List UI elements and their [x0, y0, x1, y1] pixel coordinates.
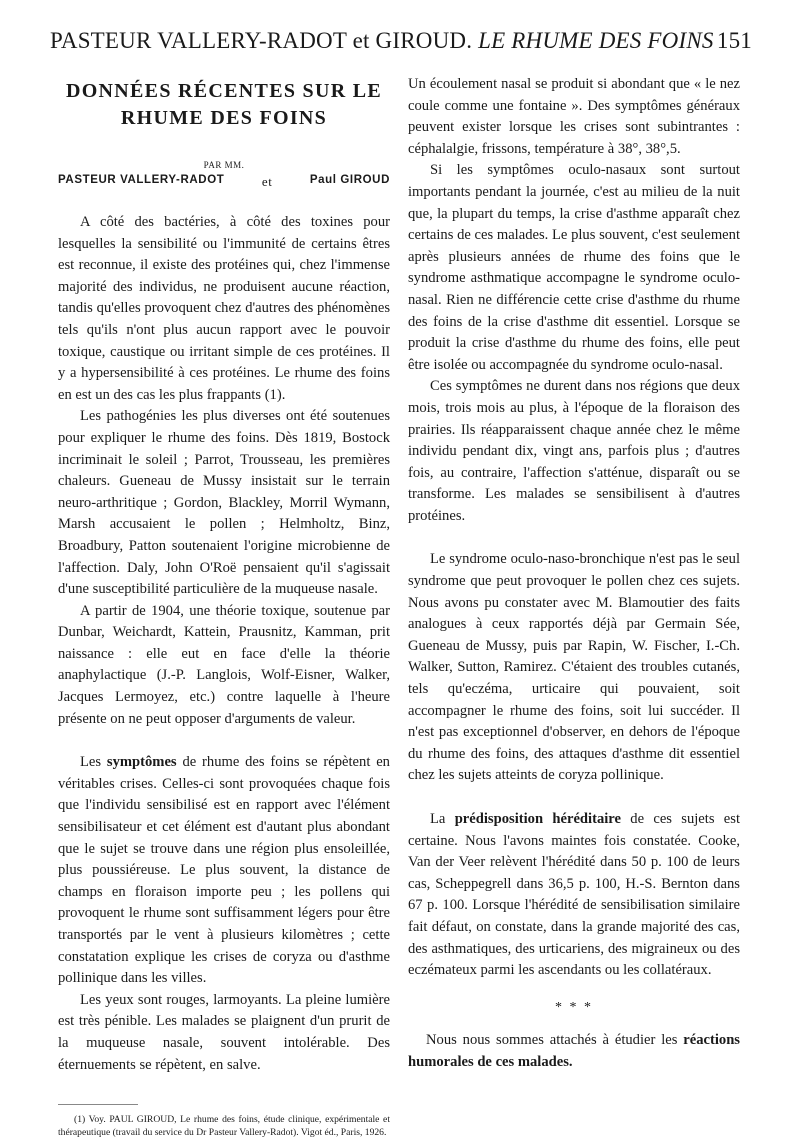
article-title-line2: RHUME DES FOINS: [120, 107, 328, 129]
right-paragraph-6: [408, 1030, 740, 1073]
right-paragraph-5: [408, 809, 740, 982]
byline-par-mm: PAR MM.: [203, 160, 245, 170]
section-gap: [408, 787, 740, 809]
right-paragraph-2: Si les symptômes oculo-nasaux sont surtout importants pendant la journée, c'est au milieu de la nuit que, la plupart du temps, la crise d'asthme apparaît chez certains de ces malades. Le plus souvent, c'est seulement après plusieurs années de rhume des foins que le syndrome asthmatique accompagne le syndrome oculo-nasal. Rien ne différencie cette crise d'asthme du rhume des foins de la crise d'asthme dit essentiel. Lorsque se produit la crise d'asthme du rhume des foins, elle peut être isolée ou accompagnée du syndrome oculo-nasal.: [408, 162, 740, 373]
page-number: 151: [716, 28, 752, 53]
right-column: [408, 74, 740, 1088]
author-1: PASTEUR VALLERY-RADOT: [58, 174, 225, 186]
left-paragraph-1: A côté des bactéries, à côté des toxines pour lesquelles la sensibilité ou l'immunité de certains êtres est reconnue, il existe des protéines qui, chez l'immense majorité des individus, ne produisent aucune réaction, tandis qu'elles provoquent chez d'autres des phénomènes tels qu'ils n'ont plus aucun rapport avec le pouvoir toxique, caustique ou irritant simple de ces protéines. Il y a hypersensibilité à ces protéines. Le rhume des foins en est un des cas les plus frappants (1).: [58, 214, 390, 403]
article-title-line1: DONNÉES RÉCENTES SUR LE: [65, 80, 383, 102]
running-head-title: [50, 28, 714, 54]
keyword-reactions-humorales: réactions humorales de ces malades.: [408, 1032, 740, 1070]
left-column: [58, 74, 390, 1139]
author-conjunction: et: [261, 174, 273, 189]
left-paragraph-4: [58, 752, 390, 990]
footnote: (1) Voy. PAUL GIROUD, Le rhume des foins, étude clinique, expérimentale et thérapeutique (travail du service du Dr Pasteur Vallery-Radot). Vigot éd., Paris, 1926.: [58, 1114, 390, 1139]
running-head-authors: PASTEUR VALLERY-RADOT et GIROUD.: [50, 28, 473, 53]
section-gap: [58, 730, 390, 752]
section-gap: [408, 527, 740, 549]
author-2: Paul GIROUD: [309, 174, 390, 186]
left-paragraph-2: Les pathogénies les plus diverses ont été soutenues pour expliquer le rhume des foins. Dès 1819, Bostock incriminait le soleil ; Parrot, Trousseau, les premières chaleurs. Gueneau de Mussy insistait sur le terrain neuro-arthritique ; Gordon, Blackley, Morril Wymann, Marsh accusaient le pollen ; Helmholtz, Binz, Broadbury, Patton soutenaient l'origine microbienne de l'affection. Daly, John O'Roë pensaient qu'il s'agissait d'une susceptibilité particulière de la muqueuse nasale.: [58, 408, 390, 598]
right-paragraph-4: Le syndrome oculo-naso-bronchique n'est pas le seul syndrome que peut provoquer le pollen chez ces sujets. Nous avons pu constater avec M. Blamoutier des faits analogues à ceux rapportés déjà par Germain Sée, Gueneau de Mussy, puis par Rapin, W. Fischer, I.-Ch. Walker, Sutton, Ramirez. C'étaient des troubles cutanés, tels qu'eczéma, urticaire qui pouvaient, soit accompagner le rhume des foins, soit lui succéder. Il n'est pas exceptionnel d'observer, en dehors de l'époque du rhume des foins, des attaques d'asthme dit essentiel chez les sujets atteints de coryza pollinique.: [408, 551, 740, 784]
keyword-predisposition: prédisposition héréditaire: [454, 811, 621, 827]
right-paragraph-1: Un écoulement nasal se produit si abondant que « le nez coule comme une fontaine ». Des symptômes généraux peuvent exister lorsque les crises sont subintrantes : céphalalgie, frissons, température à 38°, 38°,5.: [408, 76, 740, 157]
footnote-rule: [58, 1104, 138, 1105]
right-paragraph-5-body: de ces sujets est certaine. Nous l'avons maintes fois constatée. Cooke, Van der Veer relèvent l'hérédité dans 50 p. 100 de leurs cas, Scheppegrell dans 36,5 p. 100, H.-S. Bernton dans 67 p. 100. Lorsque l'hérédité de sensibilisation similaire fait défaut, on constate, dans la grande majorité des cas, des asthmatiques, des urticariens, des migraineux ou des eczémateux parmi les ascendants ou les collatéraux.: [408, 811, 740, 979]
section-separator-stars: * * *: [555, 999, 593, 1015]
left-paragraph-3: A partir de 1904, une théorie toxique, soutenue par Dunbar, Weichardt, Kattein, Prausnitz, Kamman, prit naissance : elle eut en face d'elle la théorie anaphylactique (J.-P. Langlois, Wolf-Eisner, Walker, Jacques Lermoyez, etc.) contre laquelle à l'heure présente on ne peut opposer d'arguments de valeur.: [58, 602, 390, 727]
left-paragraph-4-body: de rhume des foins se répètent en véritables crises. Celles-ci sont provoquées chaque fois que l'individu sensibilisé est en rapport avec l'élément sensibilisateur et cet élément est d'autant plus abondant que le sujet se trouve dans une région plus ensoleillée, plus poussiéreuse. Le plus souvent, la distance de champs en floraison importe peu ; les pollens qui provoquent le rhume sont suffisamment légers pour être transportés par le vent à plusieurs kilomètres ; cette constatation explique les crises de coryza ou d'asthme pollinique dans les villes.: [58, 754, 390, 987]
left-paragraph-5: Les yeux sont rouges, larmoyants. La pleine lumière est très pénible. Les malades se plaignent d'un prurit de la muqueuse nasale, souvent intolérable. Des éternuements se répètent, en salve.: [58, 991, 390, 1073]
running-head-section: LE RHUME DES FOINS: [478, 28, 714, 53]
right-paragraph-3: Ces symptômes ne durent dans nos régions que deux mois, trois mois au plus, à l'époque de la floraison des prairies. Ils réapparaissent chaque année chez le même individu pendant dix, vingt ans, parfois plus ; d'autres fois, au contraire, l'affection s'atténue, disparaît ou se transforme. Les malades se sensibilisent à d'autres protéines.: [408, 378, 740, 524]
article-title: [58, 78, 390, 132]
right-paragraph-5-lead: La: [430, 811, 455, 827]
right-paragraph-6-lead: Nous nous sommes attachés à étudier les: [426, 1032, 684, 1049]
byline-authors: [58, 174, 390, 190]
left-paragraph-4-lead: Les: [80, 754, 107, 771]
keyword-symptomes: symptômes: [106, 754, 177, 771]
